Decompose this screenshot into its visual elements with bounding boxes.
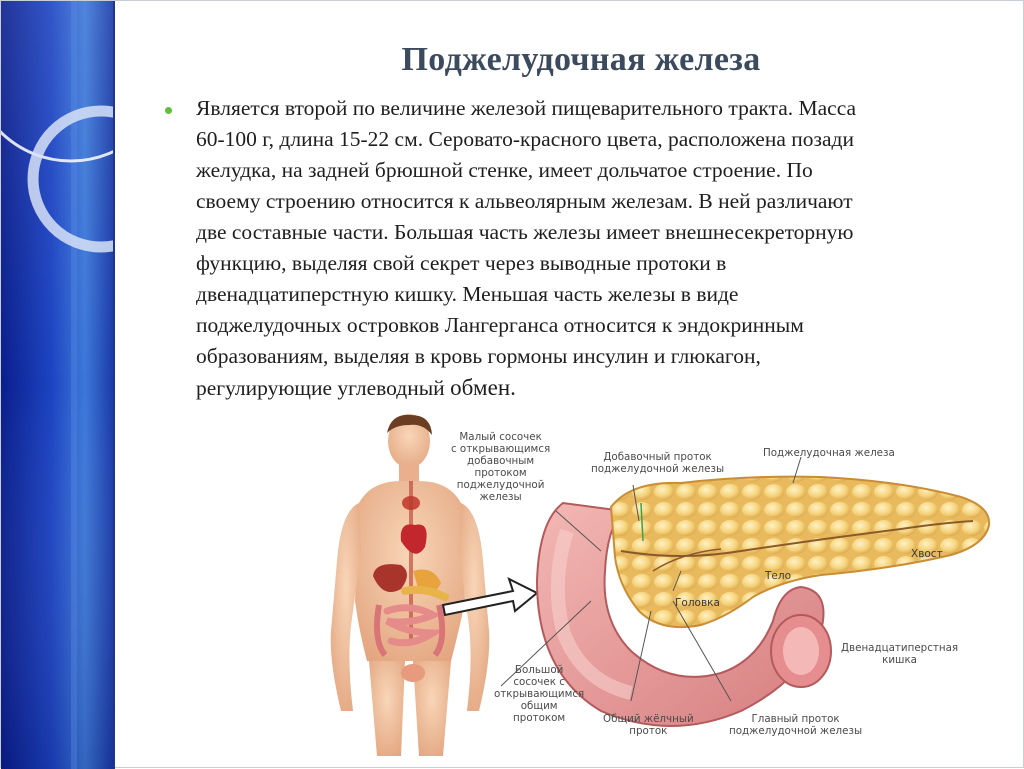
label-line: проток — [629, 725, 668, 737]
label-duodenum — [841, 642, 958, 666]
label-line: протоком — [474, 467, 527, 479]
last-line-emphasis: обмен. — [450, 375, 516, 400]
bullet-icon — [165, 107, 172, 114]
label-line: с открывающимся — [451, 443, 551, 455]
label-line: Большой — [514, 664, 564, 676]
label-line: открывающимся — [494, 688, 585, 700]
label-line: добавочным — [467, 455, 535, 467]
label-line: Добавочный проток — [603, 451, 712, 463]
label-body: Тело — [765, 570, 792, 582]
bullet-paragraph — [196, 93, 996, 404]
label-tail: Хвост — [911, 548, 943, 560]
label-line: железы — [479, 491, 522, 503]
paragraph-line: две составные части. Большая часть железы имеет внешнесекреторную — [196, 220, 854, 244]
label-line: Малый сосочек — [459, 431, 542, 443]
paragraph-line: поджелудочных островков Лангерганса относится к эндокринным — [196, 313, 804, 337]
label-line: поджелудочной железы — [591, 463, 725, 475]
paragraph-line: Является второй по величине железой пищеварительного тракта. Масса — [196, 96, 857, 120]
label-line: поджелудочной — [456, 479, 545, 491]
last-line-start: регулирующие углеводный — [196, 376, 451, 400]
paragraph-line: желудка, на задней брюшной стенке, имеет дольчатое строение. По — [196, 158, 813, 182]
decorative-side-band — [1, 1, 113, 769]
label-minor-papilla — [451, 431, 550, 503]
paragraph-last-line — [196, 372, 996, 404]
label-pancreas: Поджелудочная железа — [763, 447, 895, 459]
label-line: поджелудочной железы — [729, 725, 863, 737]
slide-title: Поджелудочная железа — [401, 41, 761, 78]
paragraph-line: функцию, выделяя свой секрет через выводные протоки в — [196, 251, 727, 275]
label-head: Головка — [675, 597, 720, 609]
band-edge-line — [113, 1, 115, 769]
label-common-bile-duct — [603, 713, 694, 737]
label-line: Общий жёлчный — [603, 713, 694, 725]
label-line: Главный проток — [751, 713, 840, 725]
label-major-papilla — [494, 664, 584, 724]
label-line: сосочек с — [513, 676, 565, 688]
label-accessory-duct — [591, 451, 724, 475]
label-line: общим — [520, 700, 558, 712]
pancreas-figure — [301, 411, 1001, 756]
paragraph-line: своему строению относится к альвеолярным железам. В ней различают — [196, 189, 853, 213]
paragraph-line: образованиям, выделяя в кровь гормоны инсулин и глюкагон, — [196, 344, 761, 368]
label-main-duct — [729, 713, 862, 737]
label-line: кишка — [882, 654, 917, 666]
label-line: протоком — [513, 712, 566, 724]
paragraph-line: двенадцатиперстную кишку. Меньшая часть железы в виде — [196, 282, 739, 306]
paragraph-line: 60-100 г, длина 15-22 см. Серовато-красного цвета, расположена позади — [196, 127, 854, 151]
label-line: Двенадцатиперстная — [841, 642, 959, 654]
